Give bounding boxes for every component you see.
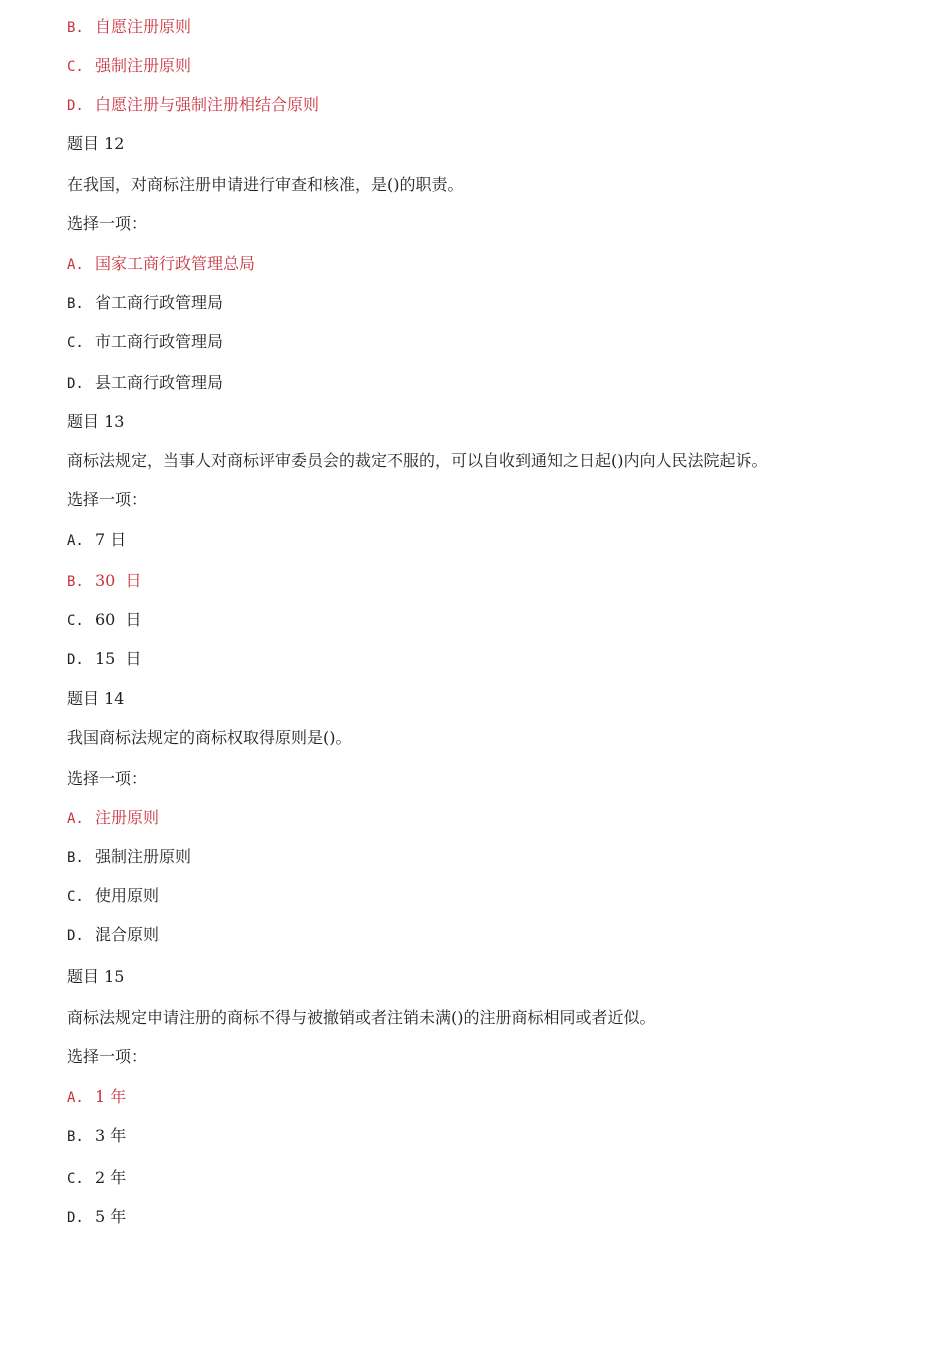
question-title: 题目 12: [67, 134, 125, 153]
option-letter: B.: [67, 850, 84, 866]
option-letter: C.: [67, 613, 84, 629]
option-letter: D.: [67, 1210, 84, 1226]
question-instruction: 选择一项：: [67, 1047, 148, 1066]
option-letter: C.: [67, 889, 84, 905]
option-a: [67, 530, 126, 551]
option-c: [67, 332, 223, 353]
option-c: [67, 1168, 126, 1189]
question-stem: 我国商标法规定的商标权取得原则是()。: [67, 728, 352, 747]
option-text: 2 年: [95, 1168, 127, 1187]
option-letter: D.: [67, 376, 84, 392]
option-text: 15 日: [95, 649, 142, 668]
question-instruction: 选择一项：: [67, 214, 148, 233]
option-text: 市工商行政管理局: [95, 332, 224, 351]
option-a: [67, 254, 255, 275]
option-text: 强制注册原则: [95, 56, 192, 75]
option-b: [67, 293, 223, 314]
option-b: [67, 847, 191, 868]
option-letter: B.: [67, 574, 84, 590]
option-text: 30 日: [95, 571, 142, 590]
question-stem: 在我国，对商标注册申请进行审查和核准，是()的职责。: [67, 175, 464, 194]
option-letter: C.: [67, 335, 84, 351]
option-b: [67, 17, 191, 38]
option-text: 7 日: [95, 530, 127, 549]
option-a: [67, 1087, 126, 1108]
option-letter: D.: [67, 928, 84, 944]
option-letter: B.: [67, 296, 84, 312]
option-c: [67, 610, 142, 631]
option-b: [67, 571, 142, 592]
option-letter: A.: [67, 257, 84, 273]
option-a: [67, 808, 159, 829]
option-text: 使用原则: [95, 886, 160, 905]
option-letter: A.: [67, 811, 84, 827]
option-text: 国家工商行政管理总局: [95, 254, 256, 273]
option-b: [67, 1126, 126, 1147]
question-stem: 商标法规定申请注册的商标不得与被撤销或者注销未满()的注册商标相同或者近似。: [67, 1008, 656, 1027]
option-letter: B.: [67, 1129, 84, 1145]
question-title: 题目 13: [67, 412, 125, 431]
option-text: 注册原则: [95, 808, 160, 827]
option-letter: D.: [67, 652, 84, 668]
option-text: 1 年: [95, 1087, 127, 1106]
option-letter: A.: [67, 1090, 84, 1106]
option-d: [67, 1207, 126, 1228]
question-instruction: 选择一项：: [67, 769, 148, 788]
option-letter: A.: [67, 533, 84, 549]
option-text: 60 日: [95, 610, 142, 629]
option-text: 白愿注册与强制注册相结合原则: [95, 95, 320, 114]
option-c: [67, 56, 191, 77]
option-letter: C.: [67, 1171, 84, 1187]
question-title: 题目 15: [67, 967, 125, 986]
option-letter: D.: [67, 98, 84, 114]
option-text: 强制注册原则: [95, 847, 192, 866]
question-instruction: 选择一项：: [67, 490, 148, 509]
option-d: [67, 95, 319, 116]
option-letter: B.: [67, 20, 84, 36]
option-text: 混合原则: [95, 925, 160, 944]
option-text: 自愿注册原则: [95, 17, 192, 36]
option-d: [67, 373, 223, 394]
option-text: 省工商行政管理局: [95, 293, 224, 312]
option-d: [67, 925, 159, 946]
option-c: [67, 886, 159, 907]
option-text: 3 年: [95, 1126, 127, 1145]
option-text: 县工商行政管理局: [95, 373, 224, 392]
option-letter: C.: [67, 59, 84, 75]
question-stem: 商标法规定，当事人对商标评审委员会的裁定不服的，可以自收到通知之日起()内向人民法院起诉。: [67, 451, 768, 470]
option-text: 5 年: [95, 1207, 127, 1226]
question-title: 题目 14: [67, 689, 125, 708]
option-d: [67, 649, 142, 670]
